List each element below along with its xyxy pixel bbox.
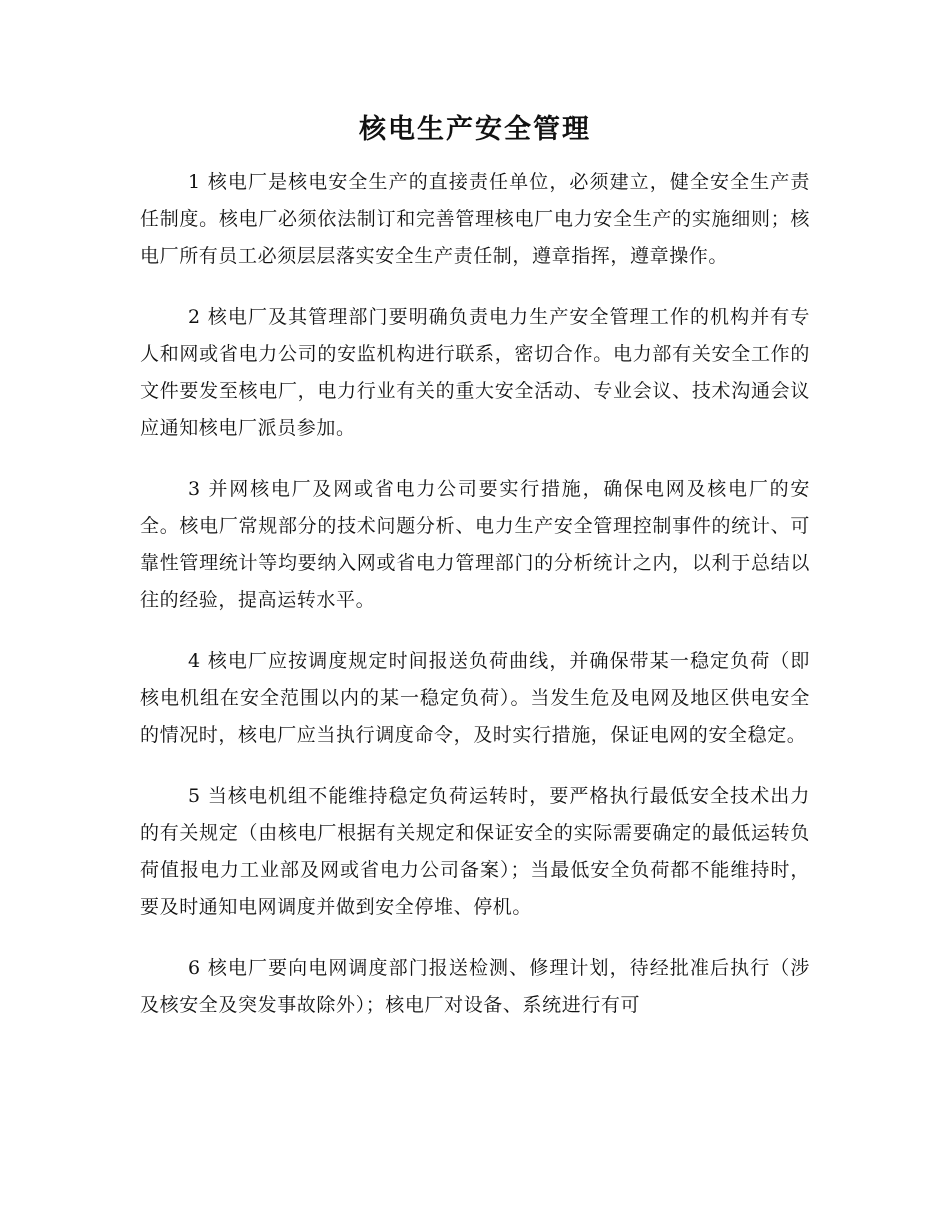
paragraph-2: 2 核电厂及其管理部门要明确负责电力生产安全管理工作的机构并有专人和网或省电力公司的安监机构进行联系，密切合作。电力部有关安全工作的文件要发至核电厂，电力行业有关的重大安全活动、专业会议、技术沟通会议应通知核电厂派员参加。 [140, 306, 810, 439]
paragraph-3: 3 并网核电厂及网或省电力公司要实行措施，确保电网及核电厂的安全。核电厂常规部分的技术问题分析、电力生产安全管理控制事件的统计、可靠性管理统计等均要纳入网或省电力管理部门的分析统计之内，以利于总结以往的经验，提高运转水平。 [140, 478, 810, 611]
document-title: 核电生产安全管理 [359, 114, 591, 145]
paragraph-4: 4 核电厂应按调度规定时间报送负荷曲线，并确保带某一稳定负荷（即核电机组在安全范围以内的某一稳定负荷）。当发生危及电网及地区供电安全的情况时，核电厂应当执行调度命令，及时实行措施，保证电网的安全稳定。 [140, 650, 810, 746]
paragraph-5: 5 当核电机组不能维持稳定负荷运转时，要严格执行最低安全技术出力的有关规定（由核电厂根据有关规定和保证安全的实际需要确定的最低运转负荷值报电力工业部及网或省电力公司备案）；当最低安全负荷都不能维持时，要及时通知电网调度并做到安全停堆、停机。 [140, 785, 810, 918]
document-body [140, 164, 810, 1048]
paragraph-1: 1 核电厂是核电安全生产的直接责任单位，必须建立，健全安全生产责任制度。核电厂必须依法制订和完善管理核电厂电力安全生产的实施细则；核电厂所有员工必须层层落实安全生产责任制，遵章指挥，遵章操作。 [140, 171, 810, 267]
paragraph-6: 6 核电厂要向电网调度部门报送检测、修理计划，待经批准后执行（涉及核安全及突发事故除外）；核电厂对设备、系统进行有可 [140, 957, 810, 1016]
